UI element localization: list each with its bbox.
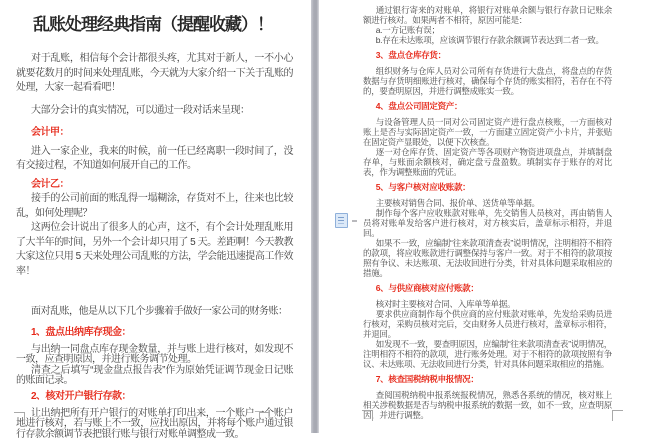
- page1-steps-section: [16, 307, 293, 440]
- section6-paragraph: 要求供应商制作每个供应商的应付账款对账单，先发给采购员进行核对，采购员核对完后，交由财务人员进行核对，盖章标示相符，并退回。: [363, 309, 612, 339]
- section5-paragraph: 制作每个客户应收账款对账单，先交销售人员核对，再由销售人员将对账单发给客户进行核对，对方核实后，盖章标示相符，并退回。: [363, 208, 612, 238]
- document-page-2[interactable]: [319, 0, 652, 433]
- section6-paragraph: 核对时主要核对合同、入库单等单据。: [363, 299, 612, 309]
- reason-line-a: a.一方记账有误；: [363, 25, 612, 35]
- steps-intro-paragraph: 面对乱账，他是从以下几个步骤着手做好一家公司的财务账：: [16, 307, 293, 318]
- margin-corner-mark: [362, 410, 373, 421]
- section-heading-1: 1、盘点出纳库存现金：: [16, 327, 293, 338]
- section5-paragraph: 主要核对销售合同、报价单、送货单等单据。: [363, 198, 612, 208]
- section-heading-2: 2、核对开户银行存款：: [16, 391, 293, 402]
- paste-options-button[interactable]: [333, 213, 359, 229]
- section5-paragraph: 如果不一致，应编制“往来款项清查表”说明情况，注明相符不相符的款项，将应收账款进行调整保持与客户一致。对于不相符的款项按照有争议、未达账项、无法收回进行分类，针对具体问题采取相应的措施。: [363, 238, 612, 278]
- section7-paragraph: 查阅国税纳税申报系统报税情况，熟悉各系统的情况，核对账上相关涉税数据是否与纳税申报系统的数据一致，如不一致，应查明原因，并进行调整。: [363, 390, 612, 420]
- section4-paragraph: 与设备管理人员一同对公司固定资产进行盘点核账，一方面核对账上是否与实际固定资产一致，一方面建立固定资产小卡片，并张贴在固定资产显眼处，以便下次核查。: [363, 117, 612, 147]
- section-heading-7: 7、核查国税纳税申报情况：: [363, 374, 612, 384]
- section-heading-5: 5、与客户核对应收账款：: [363, 182, 612, 192]
- continuation-paragraph: 通过银行寄来的对账单，将银行对账单余额与银行存款日记账余额进行核对。如果两者不相符，原因可能是：: [363, 5, 612, 25]
- page-gap-divider: [311, 0, 319, 433]
- dialog-text-b: 接手的公司前面的账乱得一塌糊涂，存货对不上，往来也比较乱，如何处理呢？: [16, 192, 293, 221]
- reason-line-b: b.存在未达账项，应该调节银行存款余额调节表达到二者一致。: [363, 35, 612, 45]
- intro-paragraph: 对于乱账，相信每个会计都很头疼，尤其对于新人，一不小心就要花数月的时间来处理乱账，今天就为大家介绍一下关于乱账的处理，大家一起看看吧！: [16, 52, 293, 96]
- margin-corner-mark: [612, 410, 623, 421]
- dialog-text-a: 进入一家企业，我来的时候，前一任已经离职一段时间了，没有交接过程，不知道如何展开自己的工作。: [16, 145, 293, 174]
- section-heading-3: 3、盘点仓库存货：: [363, 50, 612, 60]
- document-page-1[interactable]: [0, 0, 311, 433]
- section4-paragraph: 逐一对仓库存货、固定资产等各项财产物资进项盘点，并填制盘存单，与账面余额核对，确定盘亏盘盈数。填制实存于账存的对比表，作为调整账面的凭证。: [363, 147, 612, 177]
- section2-paragraph: 让出纳把所有开户银行的对账单打印出来，一个账户一个账户地进行核对，若与账上不一致，应找出原因，并将每个账户通过银行存款余额调节表把银行账与银行对账单调整成一致。: [16, 409, 293, 440]
- section3-paragraph: 组织财务与仓库人员对公司所有存货进行大盘点，将盘点的存货数据与存货明细账进行核对，确保每个存货的账实相符，若存在不符的，要查明原因，并进行调整成账实一致。: [363, 66, 612, 96]
- section6-paragraph: 如发现不一致，要查明原因，应编制“往来款项清查表”说明情况，注明相符不相符的款项，进行账务处理。对于不相符的款项按照有争议、未达账项、无法收回进行分类，针对具体问题采取相应的措施。: [363, 339, 612, 369]
- section1-paragraph: 与出纳一同盘点库存现金数量，并与账上进行核对，如发现不一致，应查明原因，并进行账务调节处理。: [16, 345, 293, 366]
- document-title: 乱账处理经典指南（提醒收藏）！: [16, 12, 293, 38]
- section-heading-4: 4、盘点公司固定资产：: [363, 101, 612, 111]
- comment-paragraph: 这两位会计说出了很多人的心声，这不，有个会计处理乱账用了大半年的时间，另外一个会计却只用了 5 天。差距啊！今天教教大家这位只用 5 天来处理公司乱账的方法，学会能迅速提高工作效率！: [16, 221, 293, 279]
- dialog-speaker-a: 会计甲：: [16, 126, 293, 141]
- page1-upper-section: [16, 52, 293, 279]
- dialog-speaker-b: 会计乙：: [16, 178, 293, 193]
- section-heading-6: 6、与供应商核对应付账款：: [363, 283, 612, 293]
- lead-in-paragraph: 大部分会计的真实情况，可以通过一段对话来呈现：: [16, 104, 293, 119]
- chevron-down-icon: [352, 220, 357, 222]
- section1-paragraph: 清查之后填写“现金盘点报告表”作为原始凭证调节现金日记账的账面记录。: [16, 366, 293, 387]
- margin-corner-mark: [259, 412, 270, 423]
- paste-options-icon: [335, 213, 348, 228]
- margin-corner-mark: [14, 412, 25, 423]
